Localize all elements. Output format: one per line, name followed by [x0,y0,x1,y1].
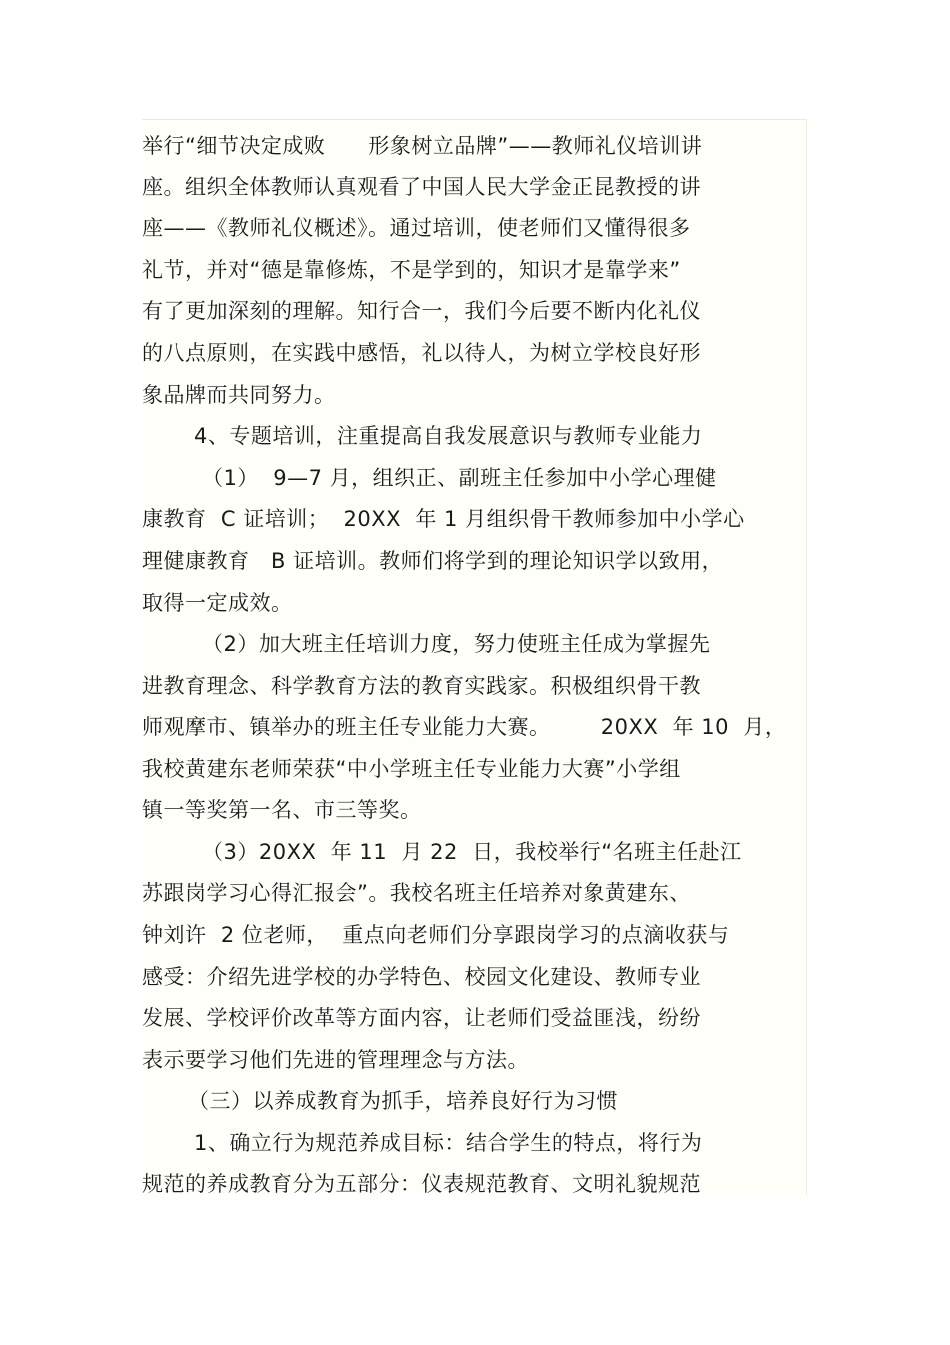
text-line: 苏跟岗学习心得汇报会”。我校名班主任培养对象黄建东、 [142,881,691,905]
text-line: 象品牌而共同努力。 [142,383,336,407]
text-line: 师观摩市、镇举办的班主任专业能力大赛。 20XX 年 10 月， [142,715,787,739]
text-line: （1） 9—7 月，组织正、副班主任参加中小学心理健 [202,466,717,490]
text-line: （2）加大班主任培训力度，努力使班主任成为掌握先 [202,632,711,656]
section-heading: 4、专题培训，注重提高自我发展意识与教师专业能力 [194,424,703,448]
text-line: 康教育 C 证培训； 20XX 年 1 月组织骨干教师参加中小学心 [142,507,745,531]
section-heading: （三）以养成教育为抓手，培养良好行为习惯 [188,1089,618,1113]
text-line: 表示要学习他们先进的管理理念与方法。 [142,1048,529,1072]
text-line: 礼节，并对“德是靠修炼，不是学到的，知识才是靠学来” [142,258,681,282]
text-line: 举行“细节决定成败 形象树立品牌”——教师礼仪培训讲 [142,134,703,158]
text-line: 理健康教育 B 证培训。教师们将学到的理论知识学以致用， [142,549,724,573]
text-line: 进教育理念、科学教育方法的教育实践家。积极组织骨干教 [142,674,701,698]
text-line: 发展、学校评价改革等方面内容，让老师们受益匪浅，纷纷 [142,1006,701,1030]
text-line: 取得一定成效。 [142,591,293,615]
text-line: 座。组织全体教师认真观看了中国人民大学金正昆教授的讲 [142,175,701,199]
text-line: 规范的养成教育分为五部分：仪表规范教育、文明礼貌规范 [142,1172,701,1196]
text-line: 的八点原则，在实践中感悟，礼以待人，为树立学校良好形 [142,341,701,365]
text-line: 镇一等奖第一名、市三等奖。 [142,798,422,822]
text-line: 1、确立行为规范养成目标：结合学生的特点，将行为 [194,1131,703,1155]
text-line: 有了更加深刻的理解。知行合一，我们今后要不断内化礼仪 [142,299,701,323]
text-line: 感受：介绍先进学校的办学特色、校园文化建设、教师专业 [142,965,701,989]
text-line: （3）20XX 年 11 月 22 日，我校举行“名班主任赴江 [202,840,742,864]
text-line: 座——《教师礼仪概述》。通过培训，使老师们又懂得很多 [142,216,691,240]
document-page [142,119,807,1195]
text-line: 钟刘许 2 位老师， 重点向老师们分享跟岗学习的点滴收获与 [142,923,730,947]
text-line: 我校黄建东老师荣获“中小学班主任专业能力大赛”小学组 [142,757,681,781]
